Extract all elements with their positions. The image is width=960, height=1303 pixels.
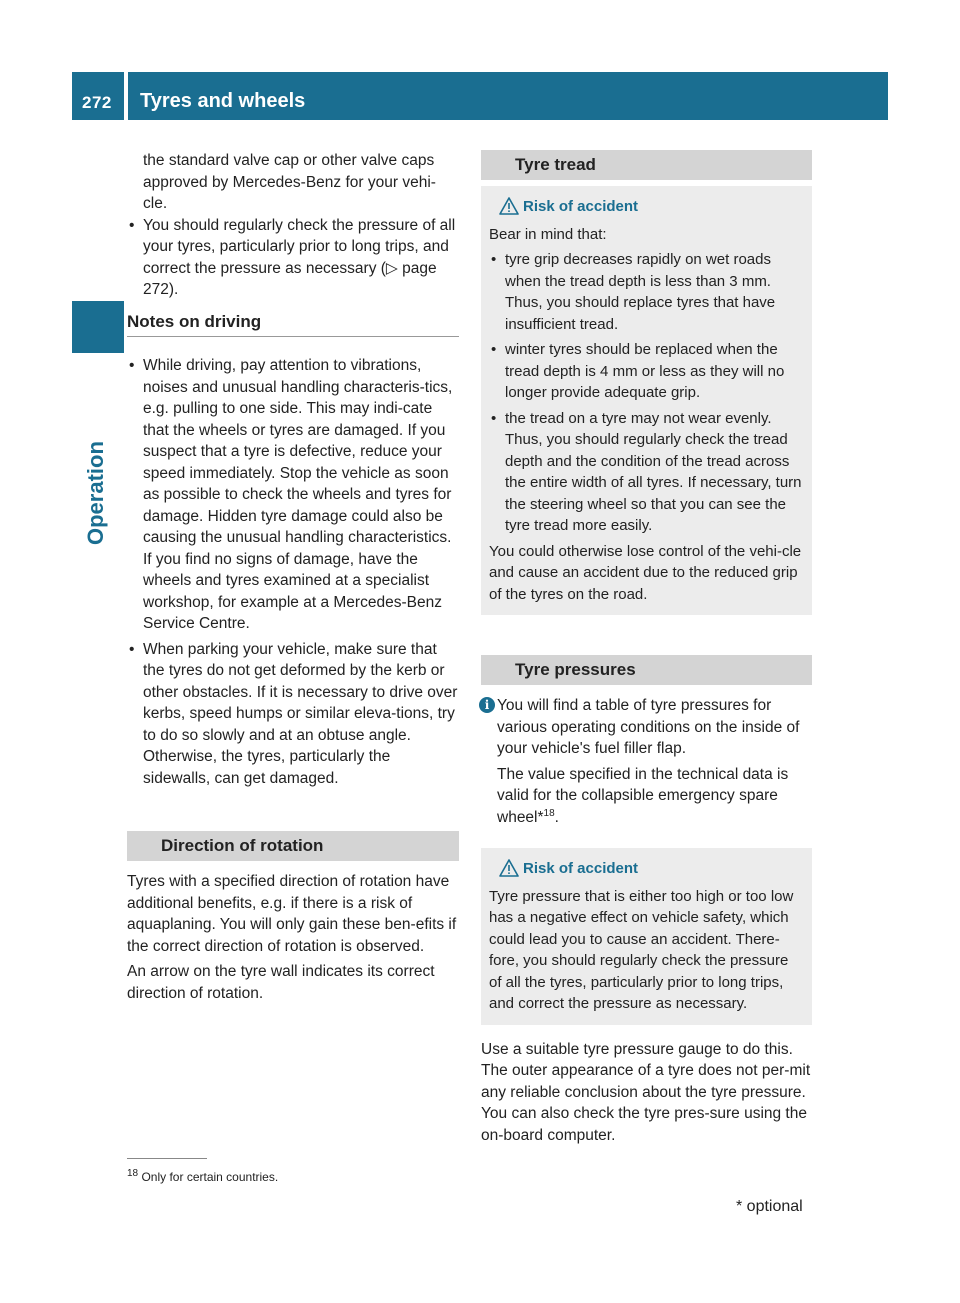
bullet-text: When parking your vehicle, make sure that the tyres do not get deformed by the kerb or other obstacles. If it is necessary to drive over kerbs, speed humps or similar eleva-tions, try to do so slowly and at an obtuse angle. Otherwise, the tyres, particularly the sidewalls, can get damaged. — [143, 640, 458, 787]
header-bar — [72, 72, 888, 120]
warning-triangle-icon — [499, 859, 519, 877]
warning-box — [481, 848, 812, 1025]
page-number: 272 — [82, 93, 112, 112]
bullet-mark: • — [129, 216, 135, 234]
footnote — [127, 1167, 278, 1189]
direction-heading: Direction of rotation — [127, 831, 459, 861]
header-divider — [124, 72, 128, 120]
bullet-text: While driving, pay attention to vibrations, noises and unusual handling characteris-tics, e.g. pulling to one side. This may indi-cate that the wheels or tyres are damaged. If you suspect that a tyre is defective, reduce your speed immediately. Stop the vehicle as soon as possible to check the wheels and tyres for damage. Hidden tyre damage could also be causing the unusual handling characteristics. If you find no signs of damage, have the wheels and tyres examined at a specialist workshop, for example at a Mercedes-Benz Service Centre. — [143, 357, 453, 632]
bullet-text: winter tyres should be replaced when the tread depth is 4 mm or less as they will no longer provide adequate grip. — [505, 341, 785, 401]
info-paragraph-2 — [497, 764, 812, 829]
info-text: The value specified in the technical data is valid for the collapsible emergency spare wheel* — [497, 765, 789, 826]
intro-continuation: the standard valve cap or other valve caps approved by Mercedes-Benz for your vehi-cle. — [143, 152, 436, 212]
footnote-number: 18 — [127, 1168, 139, 1179]
section-side-tab: Operation — [83, 441, 108, 545]
side-marker — [72, 301, 124, 353]
optional-note: * optional — [736, 1198, 803, 1215]
list-item — [489, 408, 804, 537]
right-column — [481, 150, 812, 1150]
bullet-mark: • — [491, 409, 497, 427]
warning-text: Tyre pressure that is either too high or too low has a negative effect on vehicle safety, which could lead you to cause an accident. There-fore, you should regularly check the pressure of all the tyres, particularly prior to long trips, and correct the pressure as necessary. — [489, 887, 794, 1012]
left-column — [127, 150, 459, 1008]
list-item — [127, 355, 459, 635]
list-item — [127, 639, 459, 790]
bullet-text: the tread on a tyre may not wear evenly. Thus, you should regularly check the tread depth and the condition of the tread across the entire width of all tyres. If necessary, turn the steering wheel so that you can see the tyre tread more easily. — [505, 409, 802, 534]
bullet-mark: • — [491, 341, 497, 358]
list-item — [489, 249, 804, 335]
bullet-mark: • — [129, 357, 135, 374]
pressures-heading: Tyre pressures — [481, 655, 812, 685]
bullet-mark: • — [129, 640, 135, 658]
direction-paragraph: Tyres with a specified direction of rotation have additional benefits, e.g. if there is a risk of aquaplaning. You will only gain these ben-efits if the correct direction of rotation is observed. — [127, 873, 457, 955]
notes-heading: Notes on driving — [127, 311, 459, 338]
bullet-mark: • — [491, 251, 497, 268]
warning-title — [489, 858, 804, 880]
chapter-title: Tyres and wheels — [140, 90, 306, 112]
bullet-text: You should regularly check the pressure of all your tyres, particularly prior to long trips, and correct the pressure as necessary (▷ page 272). — [143, 216, 456, 298]
warning-outro: You could otherwise lose control of the vehi-cle and cause an accident due to the reduced grip of the tyres on the road. — [489, 542, 802, 603]
bullet-text: tyre grip decreases rapidly on wet roads when the tread depth is less than 3 mm. Thus, you should replace tyres that have insufficient tread. — [505, 251, 776, 333]
warning-box — [481, 186, 812, 615]
warning-triangle-icon — [499, 197, 519, 215]
direction-paragraph: An arrow on the tyre wall indicates its correct direction of rotation. — [127, 963, 435, 1002]
closing-paragraph: Use a suitable tyre pressure gauge to do this. The outer appearance of a tyre does not per-mit any reliable conclusion about the tyre pressure. You can also check the tyre pres-sure using the on-board computer. — [481, 1040, 811, 1144]
footnote-rule — [127, 1158, 207, 1159]
info-note — [481, 695, 812, 828]
warning-intro: Bear in mind that: — [489, 225, 607, 243]
warning-title-text: Risk of accident — [523, 860, 639, 877]
list-item — [489, 339, 804, 404]
list-item — [127, 215, 459, 301]
warning-title — [489, 196, 804, 218]
info-icon: i — [479, 697, 495, 713]
info-text-end: . — [554, 808, 559, 826]
footnote-text: Only for certain countries. — [141, 1170, 279, 1184]
footnote-ref: 18 — [543, 807, 555, 819]
tread-heading: Tyre tread — [481, 150, 812, 180]
info-paragraph: You will find a table of tyre pressures for various operating conditions on the inside of your vehicle's fuel filler flap. — [497, 697, 800, 757]
warning-title-text: Risk of accident — [523, 198, 639, 215]
